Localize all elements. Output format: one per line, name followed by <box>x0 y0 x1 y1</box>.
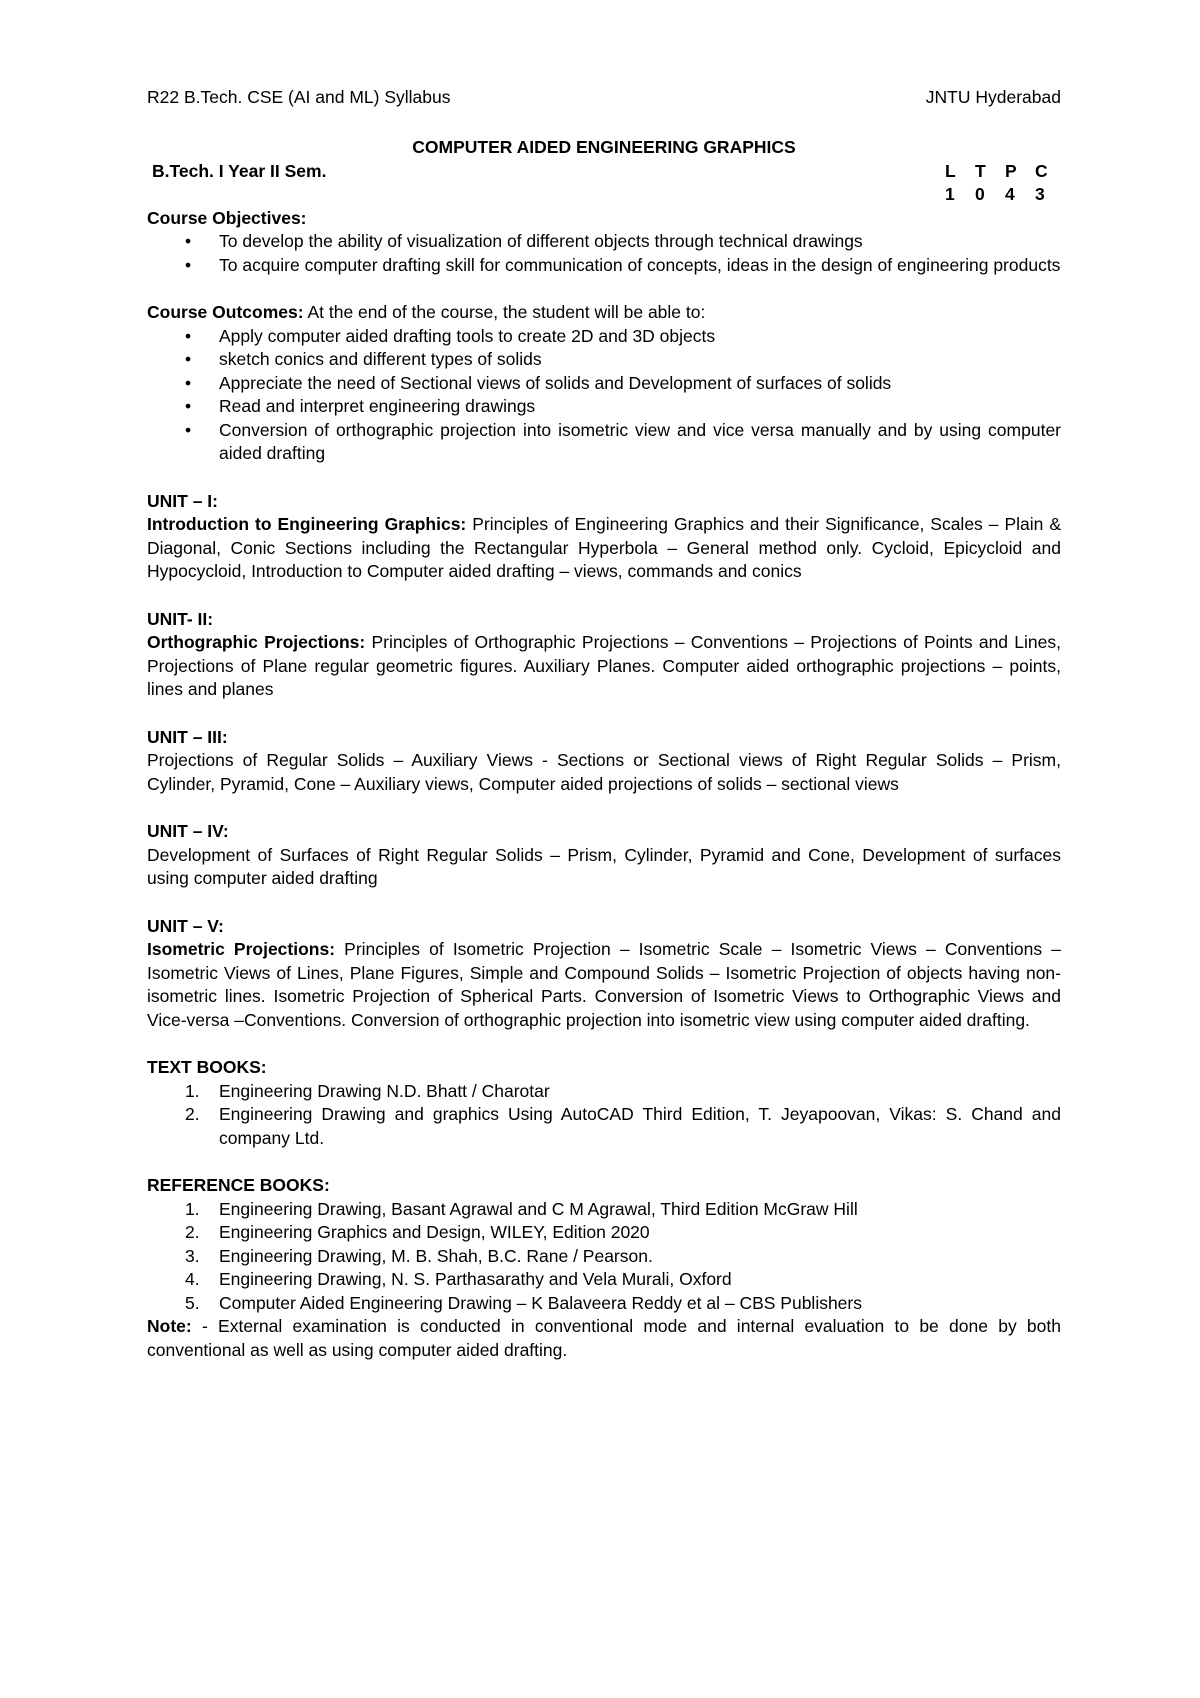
textbooks-list <box>147 1080 1061 1151</box>
bullet-icon: • <box>185 254 192 275</box>
ltpc-grid <box>945 160 1065 207</box>
header-left: R22 B.Tech. CSE (AI and ML) Syllabus <box>147 87 451 107</box>
ltpc-value-c: 3 <box>1035 184 1045 204</box>
unit-3-heading: UNIT – III: <box>147 726 228 747</box>
unit-5-body: Isometric Projections: Principles of Isometric Projection – Isometric Scale – Isometric Views – Conventions – Isometric Views of Lines, Plane Figures, Simple and Compound Solids – Isometric Projection of objects having non- isometric lines. Isometric Projection of Spherical Parts. Conversion of Isometric Views to Orthographic Views and Vice-versa –Conventions. Conversion of orthographic projection into isometric view using computer aided drafting. <box>147 939 1061 1030</box>
semester-row <box>147 160 1061 207</box>
unit-4-body: Development of Surfaces of Right Regular Solids – Prism, Cylinder, Pyramid and Cone, Development of surfaces using computer aided drafting <box>147 844 1061 888</box>
outcomes-heading: Course Outcomes: <box>147 302 304 322</box>
list-item: 2. Engineering Graphics and Design, WILEY, Edition 2020 <box>185 1222 650 1242</box>
ltpc-value-l: 1 <box>945 184 955 204</box>
unit-1-heading: UNIT – I: <box>147 490 218 511</box>
unit-2-body: Orthographic Projections: Principles of Orthographic Projections – Conventions – Projections of Points and Lines, Projections of Plane regular geometric figures. Auxiliary Planes. Computer aided orthographic projections – points, lines and planes <box>147 632 1062 699</box>
unit-5-heading: UNIT – V: <box>147 915 224 936</box>
list-item: • Appreciate the need of Sectional views of solids and Development of surfaces of solids <box>147 372 1061 396</box>
bullet-icon: • <box>185 231 192 251</box>
header-right: JNTU Hyderabad <box>925 87 1061 107</box>
list-item: 2. Engineering Drawing and graphics Using AutoCAD Third Edition, T. Jeyapoovan, Vikas: S. Chand and company Ltd. <box>185 1104 1061 1148</box>
list-item: • Apply computer aided drafting tools to create 2D and 3D objects <box>147 325 1061 349</box>
ltpc-label-l: L <box>945 160 956 181</box>
list-item: 1. Engineering Drawing, Basant Agrawal and C M Agrawal, Third Edition McGraw Hill <box>185 1198 858 1219</box>
ltpc-value-t: 0 <box>975 184 985 204</box>
unit-4-heading: UNIT – IV: <box>147 821 229 841</box>
references-list <box>147 1198 1061 1316</box>
bullet-icon: • <box>185 396 192 416</box>
bullet-icon: • <box>185 372 192 393</box>
list-item: • Read and interpret engineering drawings <box>147 395 1061 419</box>
unit-1-body: Introduction to Engineering Graphics: Principles of Engineering Graphics and their Significance, Scales – Plain & Diagonal, Conic Sections including the Rectangular Hyperbola – General method only. Cycloid, Epicycloid and Hypocycloid, Introduction to Computer aided drafting – views, commands and conics <box>147 514 1061 581</box>
list-item: 1. Engineering Drawing N.D. Bhatt / Charotar <box>185 1080 550 1101</box>
bullet-icon: • <box>185 325 192 346</box>
textbooks-heading: TEXT BOOKS: <box>147 1057 267 1077</box>
outcomes-intro: Course Outcomes: At the end of the course, the student will be able to: <box>147 302 706 322</box>
list-item: • To develop the ability of visualization of different objects through technical drawings <box>147 230 1061 254</box>
objectives-heading: Course Objectives: <box>147 207 307 228</box>
ltpc-label-p: P <box>1005 160 1017 181</box>
objectives-list <box>147 230 1061 277</box>
ltpc-label-c: C <box>1035 160 1048 181</box>
list-item: • Conversion of orthographic projection into isometric view and vice versa manually and by using computer aided drafting <box>185 419 1061 463</box>
unit-2-heading: UNIT- II: <box>147 608 214 629</box>
unit-3-body: Projections of Regular Solids – Auxiliary Views - Sections or Sectional views of Right Regular Solids – Prism, Cylinder, Pyramid, Cone – Auxiliary views, Computer aided projections of solids – sectional views <box>147 750 1061 794</box>
ltpc-value-p: 4 <box>1005 184 1015 204</box>
list-item: 4. Engineering Drawing, N. S. Parthasarathy and Vela Murali, Oxford <box>185 1269 732 1289</box>
course-title: COMPUTER AIDED ENGINEERING GRAPHICS <box>412 137 796 157</box>
outcomes-list <box>147 325 1061 466</box>
bullet-icon: • <box>185 419 192 440</box>
bullet-icon: • <box>185 349 192 369</box>
list-item: 5. Computer Aided Engineering Drawing – K Balaveera Reddy et al – CBS Publishers <box>185 1292 862 1313</box>
semester-label: B.Tech. I Year II Sem. <box>152 160 327 181</box>
list-item: • sketch conics and different types of solids <box>147 348 1061 372</box>
page-header <box>147 86 1061 110</box>
list-item: 3. Engineering Drawing, M. B. Shah, B.C. Rane / Pearson. <box>185 1245 653 1266</box>
ltpc-label-t: T <box>975 160 986 181</box>
syllabus-page <box>147 86 1061 1362</box>
list-item: • To acquire computer drafting skill for communication of concepts, ideas in the design of engineering products <box>147 254 1061 278</box>
references-heading: REFERENCE BOOKS: <box>147 1175 330 1195</box>
note: Note: - External examination is conducted in conventional mode and internal evaluation to be done by both conventional as well as using computer aided drafting. <box>147 1316 1061 1360</box>
note-label: Note: <box>147 1316 192 1336</box>
